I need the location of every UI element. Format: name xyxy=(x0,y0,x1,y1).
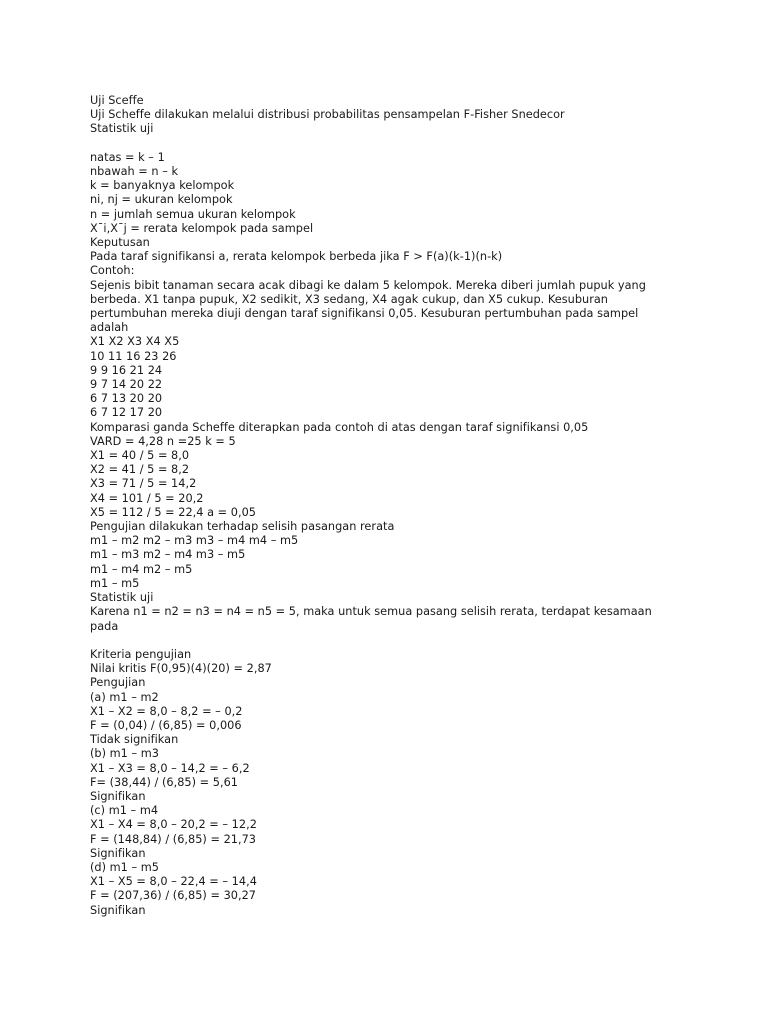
text-line: Signifikan xyxy=(90,846,146,860)
text-line: X1 – X3 = 8,0 – 14,2 = – 6,2 xyxy=(90,761,250,775)
text-line: F = (148,84) / (6,85) = 21,73 xyxy=(90,832,257,846)
text-line: Uji Scheffe dilakukan melalui distribusi probabilitas pensampelan F-Fisher Snedecor xyxy=(90,108,565,122)
blank-line xyxy=(90,137,670,151)
text-line: Nilai kritis F(0,95)(4)(20) = 2,87 xyxy=(90,662,272,676)
text-line: X1 – X5 = 8,0 – 22,4 = – 14,4 xyxy=(90,875,257,889)
text-line: (c) m1 – m4 xyxy=(90,804,159,818)
text-line: X5 = 112 / 5 = 22,4 a = 0,05 xyxy=(90,505,256,519)
text-line: Statistik uji xyxy=(90,591,154,605)
text-line: X3 = 71 / 5 = 14,2 xyxy=(90,477,197,491)
text-line: (b) m1 – m3 xyxy=(90,747,160,761)
text-line: 9 9 16 21 24 xyxy=(90,363,163,377)
document-body xyxy=(90,94,670,918)
text-line: Keputusan xyxy=(90,236,150,250)
text-line: F = (0,04) / (6,85) = 0,006 xyxy=(90,718,242,732)
text-line: X2 = 41 / 5 = 8,2 xyxy=(90,463,190,477)
text-line: k = banyaknya kelompok xyxy=(90,179,235,193)
blank-line xyxy=(90,634,670,648)
text-line: X1 – X4 = 8,0 – 20,2 = – 12,2 xyxy=(90,818,257,832)
text-line: Kriteria pengujian xyxy=(90,647,192,661)
text-line: X4 = 101 / 5 = 20,2 xyxy=(90,491,204,505)
text-line: m1 – m2 m2 – m3 m3 – m4 m4 – m5 xyxy=(90,534,299,548)
text-line: 6 7 12 17 20 xyxy=(90,406,163,420)
text-line: 9 7 14 20 22 xyxy=(90,378,163,392)
text-line: Pengujian xyxy=(90,676,146,690)
text-line: pertumbuhan mereka diuji dengan taraf signifikansi 0,05. Kesuburan pertumbuhan pada sampel xyxy=(90,307,639,321)
text-line: Karena n1 = n2 = n3 = n4 = n5 = 5, maka untuk semua pasang selisih rerata, terdapat kesamaan xyxy=(90,605,652,619)
text-line: X1 = 40 / 5 = 8,0 xyxy=(90,449,190,463)
text-line: Pada taraf signifikansi a, rerata kelompok berbeda jika F > F(a)(k-1)(n-k) xyxy=(90,250,503,264)
text-line: berbeda. X1 tanpa pupuk, X2 sedikit, X3 sedang, X4 agak cukup, dan X5 cukup. Kesuburan xyxy=(90,292,608,306)
text-line: n = jumlah semua ukuran kelompok xyxy=(90,207,296,221)
text-line: X¯i,X¯j = rerata kelompok pada sampel xyxy=(90,221,314,235)
text-line: Contoh: xyxy=(90,264,135,278)
text-line: m1 – m5 xyxy=(90,576,140,590)
text-line: Statistik uji xyxy=(90,122,154,136)
text-line: m1 – m4 m2 – m5 xyxy=(90,562,193,576)
text-line: F= (38,44) / (6,85) = 5,61 xyxy=(90,775,238,789)
text-line: 10 11 16 23 26 xyxy=(90,349,177,363)
text-line: X1 – X2 = 8,0 – 8,2 = – 0,2 xyxy=(90,704,243,718)
text-line: Komparasi ganda Scheffe diterapkan pada contoh di atas dengan taraf signifikansi 0,05 xyxy=(90,420,589,434)
text-line: m1 – m3 m2 – m4 m3 – m5 xyxy=(90,548,246,562)
text-line: 6 7 13 20 20 xyxy=(90,392,163,406)
text-line: nbawah = n – k xyxy=(90,165,179,178)
text-line: adalah xyxy=(90,321,129,335)
text-line: (a) m1 – m2 xyxy=(90,690,159,704)
text-line: pada xyxy=(90,619,119,633)
text-line: natas = k – 1 xyxy=(90,150,165,164)
text-line: Uji Sceffe xyxy=(90,94,144,107)
text-line: F = (207,36) / (6,85) = 30,27 xyxy=(90,889,257,903)
text-line: X1 X2 X3 X4 X5 xyxy=(90,335,180,349)
text-line: Signifikan xyxy=(90,789,146,803)
text-line: Sejenis bibit tanaman secara acak dibagi ke dalam 5 kelompok. Mereka diberi jumlah pupuk yang xyxy=(90,278,646,292)
text-line: Pengujian dilakukan terhadap selisih pasangan rerata xyxy=(90,520,395,534)
text-line: (d) m1 – m5 xyxy=(90,860,160,874)
text-line: ni, nj = ukuran kelompok xyxy=(90,193,233,207)
text-line: Tidak signifikan xyxy=(90,733,179,747)
text-line: VARD = 4,28 n =25 k = 5 xyxy=(90,434,236,448)
text-line: Signifikan xyxy=(90,903,146,917)
